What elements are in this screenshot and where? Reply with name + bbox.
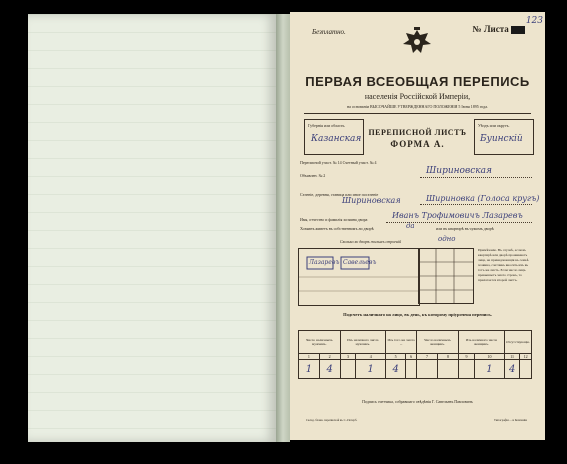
sketch-cell-1: Лазаревъ: [309, 259, 340, 266]
header-cell: Число наличныхъ мужчинъ.: [299, 331, 341, 354]
form-title: ПЕРВАЯ ВСЕОБЩАЯ ПЕРЕПИСЬ: [305, 74, 530, 89]
summary-value: 4: [319, 360, 340, 379]
notes-text: Примѣчаніе. Въ случаѣ, если въ квартирѣ или дворѣ проживаютъ лица, не принадлежащія къ семьѣ хозяина, счетчикъ вносить ихъ въ тотъ же листъ. Если число лицъ превышаетъ число строкъ, то прилагается второй листъ.: [478, 248, 529, 282]
sheet-number: № Листа: [473, 24, 525, 34]
summary-value: [406, 360, 417, 379]
form-subtitle: населенія Россійской Имперіи,: [364, 92, 471, 101]
estate-label: Селеніе, деревня, станица или иное поселеніе: [300, 192, 379, 197]
summary-value: [459, 360, 475, 379]
census-value: одно: [438, 235, 456, 243]
summary-table: Число наличныхъ мужчинъ. Изъ наличнаго числа мужчинъ. Изъ того же числа ... Число наличныхъ женщинъ. Изъ наличнаго числа женщинъ. Отсутствующіе. 1 2 3 4 5 6 7 8 9 10 11 12 1 4 1 4 1 4: [298, 330, 532, 379]
blank-left-page: [28, 14, 276, 442]
summary-value: [438, 360, 459, 379]
header-cell: Изъ наличнаго числа мужчинъ.: [340, 331, 385, 354]
district-box: Уѣздъ или округъ. Буинскій: [474, 119, 534, 155]
yard-sketch-grid: [299, 249, 419, 305]
enumerator-signature-line: Подпись счетчика, собравшаго свѣдѣнія Г. Савельевъ Павловичъ: [362, 399, 473, 404]
census-label: Сколько во дворѣ жилыхъ строеній: [340, 239, 402, 244]
form-decree-line: на основаніи ВЫСОЧАЙШЕ УТВЕРЖДЕННАГО ПОЛОЖЕНІЯ 5 Іюня 1895 года.: [347, 104, 488, 109]
summary-value: 4: [504, 360, 519, 379]
owner-value: Иванъ Трофимовичъ Лазаревъ: [392, 211, 523, 220]
summary-value: [520, 360, 532, 379]
imprint-right: Типографія ... и Компаніи: [494, 418, 527, 422]
province-value: Казанская: [311, 134, 362, 144]
book-spine: [276, 14, 290, 442]
sketch-cell-2: Савельевъ: [343, 259, 377, 266]
settlement-label: Хозяинъ живетъ въ собственномъ ли дворѣ: [300, 226, 374, 231]
place-label: Объявлен. № 2: [300, 173, 326, 178]
header-cell: Число наличныхъ женщинъ.: [417, 331, 459, 354]
summary-value: 4: [386, 360, 406, 379]
header-cell: Изъ наличнаго числа женщинъ.: [459, 331, 505, 354]
district-label: Переписной участ. № 14 Счетный участ. № 4: [300, 160, 377, 165]
form-heading-2: ФОРМА А.: [390, 139, 445, 149]
district-value: Буинскій: [480, 134, 523, 144]
imprint-left: Склад. бланк. переписной въ С.-Петерб.: [306, 418, 358, 422]
free-label: Безплатно.: [312, 28, 346, 36]
summary-value: 1: [474, 360, 504, 379]
village2-value: Шириновка (Голоса кругъ): [426, 194, 540, 203]
header-cell: Изъ того же числа ...: [386, 331, 417, 354]
summary-value: 1: [299, 360, 320, 379]
other-label: или въ квартирѣ въ чужомъ дворѣ: [436, 226, 494, 231]
owner-label: Имя, отчество и фамилія хозяина двора: [300, 217, 368, 222]
header-cell: Отсутствующіе.: [504, 331, 531, 354]
summary-value: [417, 360, 438, 379]
estate-value: Шириновская: [342, 196, 401, 205]
page-number: 123: [525, 16, 543, 26]
province-box: Губернія или область. Казанская: [304, 119, 364, 155]
imperial-eagle-emblem: [400, 26, 434, 60]
census-form-page: [290, 12, 545, 440]
summary-value: 1: [356, 360, 386, 379]
summary-value: [340, 360, 356, 379]
village-value: Шириновская: [426, 166, 492, 176]
form-heading-1: ПЕРЕПИСНОЙ ЛИСТЪ: [368, 128, 467, 137]
ledger-grid: [418, 248, 474, 304]
settlement-value: да: [406, 222, 415, 230]
summary-heading: Подсчетъ наличнаго на лицо, въ день, къ которому пріурочена перепись.: [343, 312, 492, 317]
yard-sketch: [298, 248, 420, 306]
